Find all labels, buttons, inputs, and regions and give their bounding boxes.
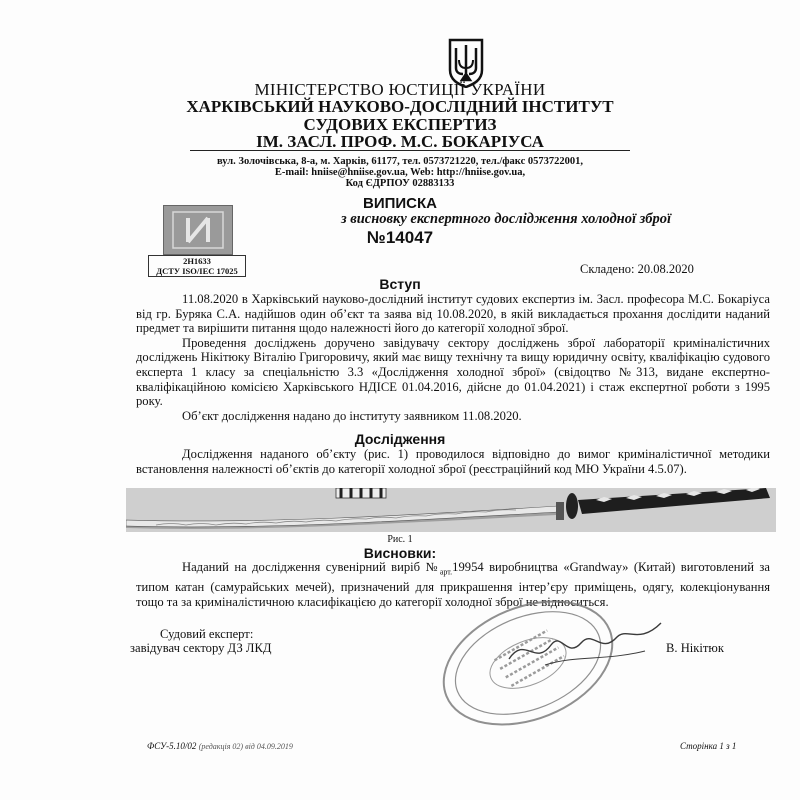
footer-form-code: ФСУ-5.10/02 — [147, 741, 197, 751]
signature-role-2: завідувач сектору ДЗ ЛКД — [130, 641, 272, 655]
institute-name-line3: ІМ. ЗАСЛ. ПРОФ. М.С. БОКАРІУСА — [256, 132, 544, 151]
institute-name-line2: СУДОВИХ ЕКСПЕРТИЗ — [303, 115, 497, 134]
document-title: ВИПИСКА — [363, 195, 437, 212]
signature-role-1: Судовий експерт: — [160, 627, 254, 641]
figure-caption: Рис. 1 — [387, 534, 413, 545]
intro-paragraph-1: 11.08.2020 в Харківський науково-дослідний інститут судових експертиз ім. Засл. професора М.С. Бокаріуса від гр. Буряка С.А. надійшов один об’єкт та заява від 10.08.2020, в якій викладається прохання дослідити наданий предмет та вирішити питання щодо належності його до категорії холодної зброї. — [136, 292, 770, 336]
conclusions-text-end: 19954 виробництва «Grandway» (Китай) виготовлений за типом катан (самурайських мечей), призначений для прикрашення інтер’єру приміщень, одягу, колекціонування тощо та за криміналістичною класифікацією до категорії холодної зброї не відноситься. — [136, 560, 770, 609]
accreditation-code: 2Н1633 — [183, 256, 211, 266]
document-number: №14047 — [366, 228, 434, 247]
accreditation-box — [148, 255, 246, 277]
research-heading: Дослідження — [354, 431, 446, 447]
accreditation-standard: ДСТУ ISO/IEC 17025 — [156, 266, 238, 276]
intro-paragraph-3: Об’єкт дослідження надано до інституту заявником 11.08.2020. — [182, 408, 522, 423]
katana-photo — [126, 488, 776, 532]
address-line1: вул. Золочівська, 8-а, м. Харків, 61177, тел. 0573721220, тел./факс 0573722001, — [216, 156, 583, 167]
intro-paragraph-2: Проведення досліджень доручено завідувачу сектору досліджень зброї лабораторії криміналістичних досліджень Нікітюку Віталію Григоровичу, який має вищу технічну та вищу юридичну освіту, кваліфікацію судового експерта 1 класу за спеціальністю 3.3 «Дослідження холодної зброї» (свідоцтво №313, видане експертно-кваліфікаційною комісією Харківського НДІСЕ 01.04.2016, дійсне до 01.04.2021) і стаж експертної роботи з 1995 року. — [136, 335, 770, 409]
institute-name-line1: ХАРКІВСЬКИЙ НАУКОВО-ДОСЛІДНИЙ ІНСТИТУТ — [186, 97, 614, 116]
footer-page-number: Сторінка 1 з 1 — [680, 741, 737, 751]
address-line2: E-mail: hniise@hniise.gov.ua, Web: http://hniise.gov.ua, — [274, 167, 526, 178]
footer-revision: (редакція 02) від 04.09.2019 — [198, 742, 293, 751]
research-paragraph: Дослідження наданого об’єкту (рис. 1) проводилося відповідно до вимог криміналістичної методики встановлення належності об’єктів до категорії холодної зброї (реєстраційний код МЮ України 4.5.07). — [136, 447, 770, 476]
conclusions-heading: Висновки: — [363, 545, 437, 561]
compiled-date: Складено: 20.08.2020 — [580, 262, 694, 276]
signature-name: В. Нікітюк — [666, 641, 724, 655]
intro-section — [136, 292, 770, 423]
research-section — [136, 447, 770, 476]
handwritten-signature — [505, 615, 665, 675]
document-subtitle: з висновку експертного дослідження холодної зброї — [340, 211, 672, 227]
article-subscript: арт. — [439, 567, 453, 577]
address-line3: Код ЄДРПОУ 02883133 — [345, 178, 455, 189]
ministry-name: МІНІСТЕРСТВО ЮСТИЦІЇ УКРАЇНИ — [254, 80, 546, 99]
header-divider — [190, 150, 630, 151]
intro-heading: Вступ — [379, 276, 421, 292]
conclusions-text-start: Наданий на дослідження сувенірний виріб № — [182, 560, 440, 574]
katana-illustration — [126, 488, 776, 532]
footer-form-info — [147, 741, 293, 751]
